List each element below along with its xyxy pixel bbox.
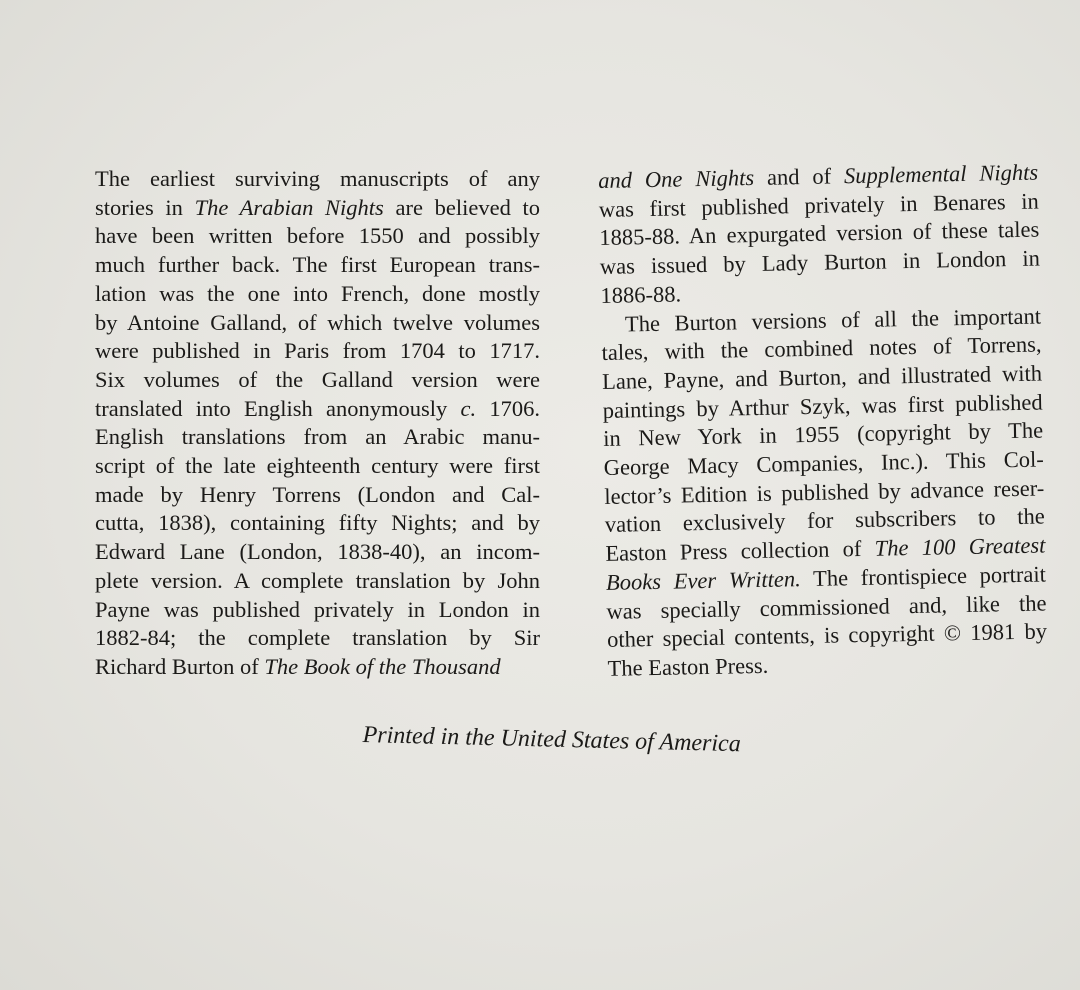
text-segment: 1886-88. <box>600 281 682 308</box>
text-segment: tales, with the combined notes of Torrens, <box>601 331 1042 366</box>
text-segment: paintings by Arthur Szyk, was first published <box>602 389 1043 423</box>
text-segment: was issued by Lady Burton in London in <box>599 245 1041 280</box>
text-line <box>95 309 540 338</box>
text-line <box>95 538 540 567</box>
text-segment: was specially commissioned and, like the <box>606 590 1047 624</box>
text-segment: cutta, 1838), containing fifty Nights; and by <box>95 510 540 536</box>
text-segment: English translations from an Arabic manu- <box>95 424 540 450</box>
text-segment: Lane, Payne, and Burton, and illustrated with <box>601 360 1043 394</box>
text-line <box>95 337 540 366</box>
text-line <box>95 423 540 452</box>
text-segment: made by Henry Torrens (London and Cal- <box>95 481 540 507</box>
text-line <box>95 653 540 682</box>
text-line <box>95 222 540 251</box>
text-segment: other special contents, is copyright © 1981 by <box>606 618 1048 653</box>
text-segment: stories in <box>95 194 195 220</box>
text-line <box>95 567 540 596</box>
text-line <box>95 481 540 510</box>
text-line <box>95 596 540 625</box>
text-segment: Six volumes of the Galland version were <box>95 366 540 392</box>
text-segment: Payne was published privately in London in <box>95 596 540 622</box>
italic-text: Books Ever Written. <box>605 566 801 595</box>
text-segment: The frontispiece portrait <box>800 561 1047 592</box>
text-segment: vation exclusively for subscribers to the <box>604 503 1046 538</box>
text-segment: were published in Paris from 1704 to 1717. <box>95 338 540 364</box>
text-segment: lation was the one into French, done mostly <box>95 280 540 306</box>
text-segment: 1706. <box>476 395 541 421</box>
text-segment: script of the late eighteenth century were first <box>95 453 540 479</box>
text-segment: in New York in 1955 (copyright by The <box>602 417 1044 452</box>
text-segment: The earliest surviving manuscripts of any <box>95 166 540 191</box>
text-segment: Easton Press collection of <box>605 535 875 567</box>
right-text-column <box>598 159 1048 684</box>
text-segment: and of <box>753 163 845 191</box>
text-segment: 1885-88. An expurgated version of these tales <box>599 216 1040 251</box>
italic-text: and One Nights <box>598 165 755 193</box>
text-segment: George Macy Companies, Inc.). This Col- <box>603 446 1044 480</box>
left-text-column <box>95 165 540 682</box>
text-segment: by Antoine Galland, of which twelve volumes <box>95 309 540 335</box>
italic-text: The Book of the Thousand <box>264 653 501 679</box>
text-line <box>95 509 540 538</box>
printed-in-footer: Printed in the United States of America <box>362 722 742 758</box>
text-segment: translated into English anonymously <box>95 395 461 421</box>
text-segment: The Easton Press. <box>607 652 769 681</box>
text-line <box>95 280 540 309</box>
text-segment: The Burton versions of all the important <box>624 303 1042 337</box>
italic-text: The 100 Greatest <box>874 532 1046 561</box>
text-segment: are believed to <box>383 194 540 220</box>
text-segment: have been written before 1550 and possibly <box>95 223 540 249</box>
text-segment: much further back. The first European trans- <box>95 252 540 278</box>
italic-text: Supplemental Nights <box>843 159 1039 189</box>
text-segment: 1882-84; the complete translation by Sir <box>95 625 540 651</box>
text-line <box>95 165 540 194</box>
italic-text: The Arabian Nights <box>194 194 384 220</box>
text-line <box>95 251 540 280</box>
text-line <box>95 452 540 481</box>
italic-text: c. <box>460 395 477 421</box>
text-line <box>95 624 540 653</box>
text-segment: plete version. A complete translation by John <box>95 567 540 593</box>
text-line <box>95 194 540 223</box>
text-segment: lector’s Edition is published by advance reser- <box>604 475 1045 509</box>
text-line <box>95 395 540 424</box>
text-line <box>95 366 540 395</box>
text-segment: Richard Burton of <box>95 653 265 679</box>
text-segment: was first published privately in Benares in <box>598 188 1039 222</box>
text-segment: Edward Lane (London, 1838-40), an incom- <box>95 539 540 565</box>
